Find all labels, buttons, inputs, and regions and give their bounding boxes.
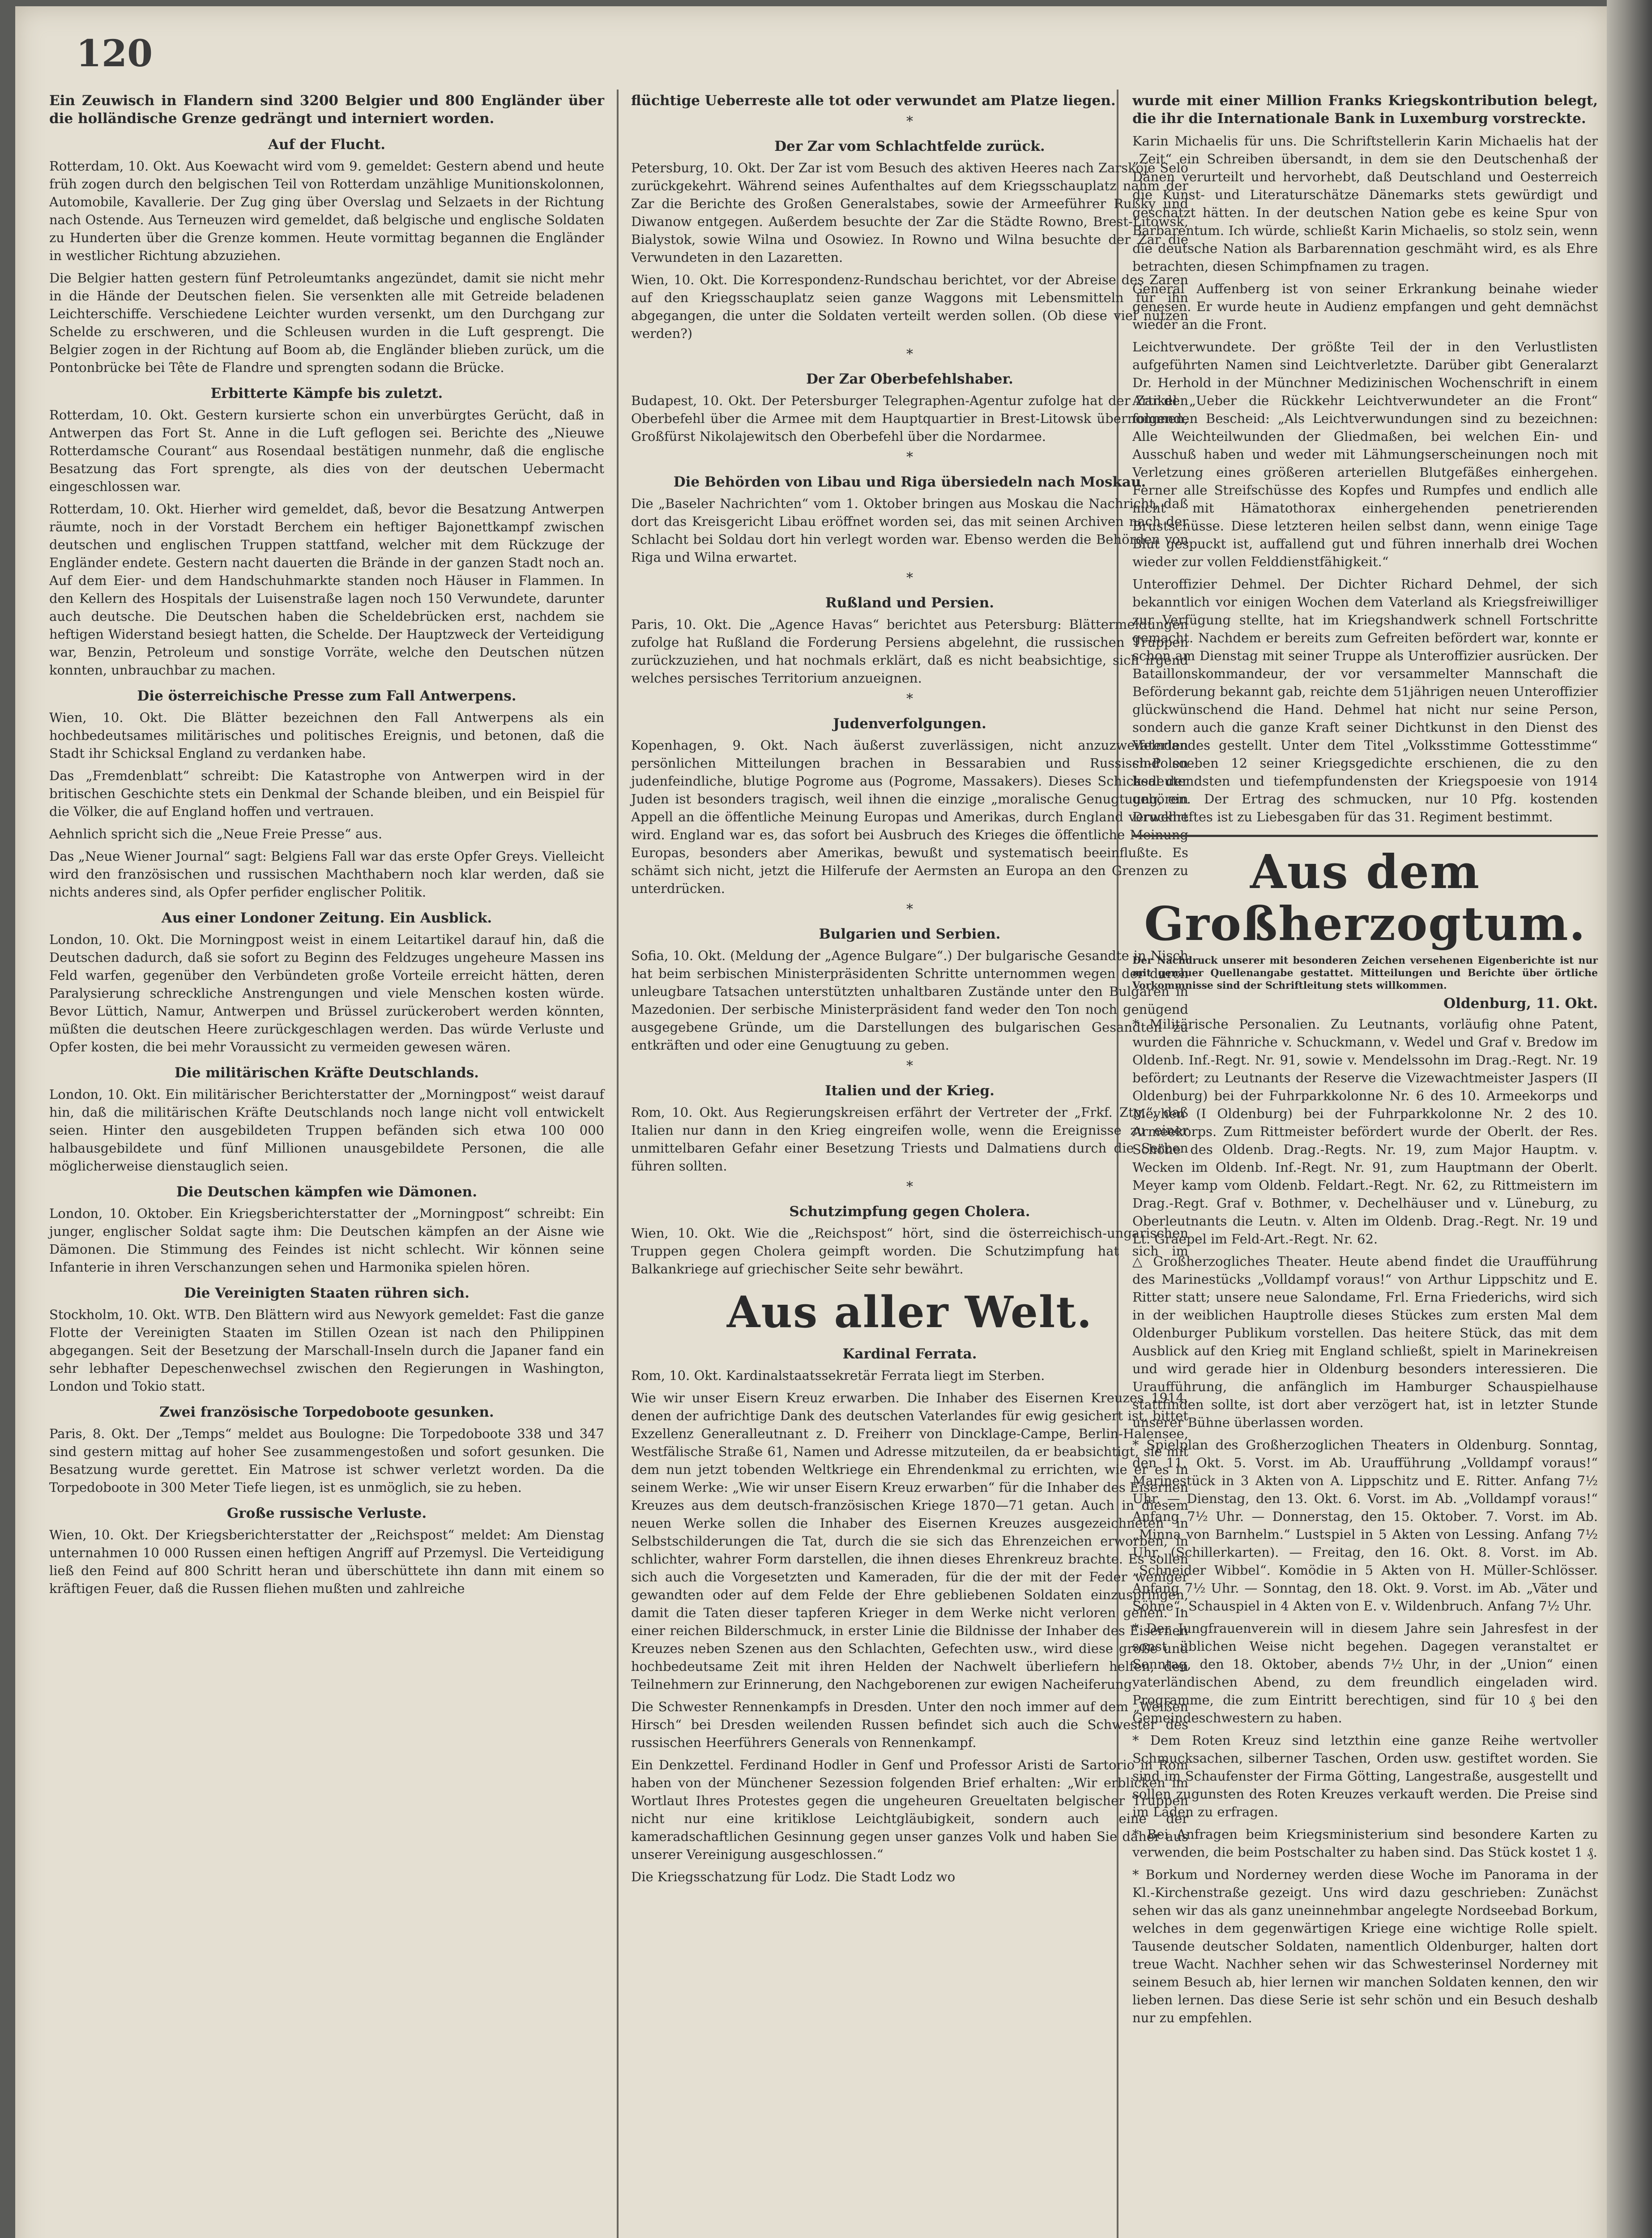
article-heading: Kardinal Ferrata. (842, 1346, 977, 1362)
article-intro: Ein Zeuwisch in Flandern sind 3200 Belgier und 800 Engländer über die holländische Grenze gedrängt und interniert worden. (49, 93, 604, 127)
article-heading: Rußland und Persien. (825, 595, 995, 611)
reprint-notice: Der Nachdruck unserer mit besonderen Zeichen versehenen Eigenberichte ist nur mit genauer Quellenangabe gestattet. Mitteilungen und Berichte über örtliche Vorkommnisse sind der Schriftleitung stets willkommen. (1132, 955, 1598, 991)
article-heading: Die Vereinigten Staaten rühren sich. (184, 1285, 470, 1301)
article-paragraph: Paris, 8. Okt. Der „Temps“ meldet aus Boulogne: Die Torpedoboote 338 und 347 sind gestern mittag auf hoher See zusammengestoßen und sofort gesunken. Die Besatzung wurde gerettet. Ein Matrose ist schwer verletzt worden. Da die Torpedoboote in 300 Meter Tiefe liegen, ist es unmöglich, sie zu heben. (49, 1426, 604, 1495)
article-paragraph: Rom, 10. Okt. Kardinalstaatssekretär Ferrata liegt im Sterben. (631, 1368, 1045, 1383)
article-paragraph: London, 10. Okt. Die Morningpost weist in einem Leitartikel darauf hin, daß die Deutschen dadurch, daß sie sofort zu Beginn des Feldzuges ungeheure Massen ins Feld warfen, gegenüber den Verbündeten große Vorteile erreicht hätten, deren Paralysierung schreckliche Anstrengungen und viele Menschen kosten würde. Bevor Lüttich, Namur, Antwerpen und Brüssel zurückerobert werden könnten, müßten die deutschen Heere zurückgeschlagen werden. Das würde Verluste und Opfer kosten, die bei mehr Voraussicht zu vermeiden gewesen wären. (49, 932, 604, 1055)
article-paragraph: * Militärische Personalien. Zu Leutnants, vorläufig ohne Patent, wurden die Fähnriche v. Schuckmann, v. Wedel und Graf v. Bredow im Oldenb. Inf.-Regt. Nr. 91, sowie v. Mendelssohn im Drag.-Regt. Nr. 19 befördert; zu Leutnants der Reserve die Vizewachtmeister Jaspers (II Oldenburg) bei der Fuhrparkkolonne Nr. 6 des 10. Armeekorps und Meyhen (I Oldenburg) bei der Fuhrparkkolonne Nr. 2 des 10. Armeekorps. Zum Rittmeister befördert wurde der Oberlt. der Res. Schöne des Oldenb. Drag.-Regts. Nr. 19, zum Major Hauptm. v. Wecken im Oldenb. Inf.-Regt. Nr. 91, zum Hauptmann der Oberlt. Meyer kamp vom Oldenb. Feldart.-Regt. Nr. 62, zu Rittmeistern im Drag.-Regt. Graf v. Bothmer, v. Dechelhäuser und v. Lüneburg, zu Oberleutnants die Leutn. v. Alten im Oldenb. Drag.-Regt. Nr. 19 und Lt. Graepel im Feld-Art.-Regt. Nr. 62. (1132, 1016, 1598, 1247)
section-title: Aus dem Großherzogtum. (1144, 844, 1586, 951)
article-paragraph: △ Großherzogliches Theater. Heute abend findet die Uraufführung des Marinestücks „Volldampf voraus!“ von Arthur Lippschitz und E. Ritter statt; unsere neue Salondame, Frl. Erna Friederichs, wird sich in der weiblichen Hauptrolle dieses Stückes zum ersten Mal dem Oldenburger Publikum vorstellen. Das heitere Stück, das mit dem Ausblick auf den Krieg mit England schließt, spielt in Marinekreisen und wird gerade hier in Oldenburg besonders interessieren. Die Uraufführung, die anfänglich im Hamburger Schauspielhause stattfinden sollte, ist dort aber verzögert hat, ist in letzter Stunde unserer Bühne überlassen worden. (1132, 1254, 1598, 1430)
column-2 (631, 92, 1188, 1890)
separator-star: * (906, 449, 913, 465)
article-heading: Große russische Verluste. (226, 1505, 427, 1521)
article-paragraph: Karin Michaelis für uns. Die Schriftstellerin Karin Michaelis hat der „Zeit“ ein Schreiben übersandt, in dem sie den Deutschenhaß der Dänen verurteilt und hervorhebt, daß Deutschland und Oesterreich die Kunst- und Literaturschätze Dänemarks stets gewürdigt und geschätzt hätten. In der deutschen Nation gebe es keine Spur von Barbarentum. Ich würde, schließt Karin Michaelis, so stolz sein, wenn die deutsche Nation als Barbarennation geschmäht wird, es als Ehre betrachten, diesen Schimpfnamen zu tragen. (1132, 133, 1598, 274)
article-paragraph: Petersburg, 10. Okt. Der Zar ist vom Besuch des aktiven Heeres nach Zarskoje Selo zurückgekehrt. Während seines Aufenthaltes auf dem Kriegsschauplatz nahm der Zar die Berichte des Großen Generalstabes, sowie der Armeeführer Rußky und Diwanow entgegen. Außerdem besuchte der Zar die Städte Rowno, Brest-Litowsk, Bialystok, sowie Wilna und Osowiez. In Rowno und Wilna besuchte der Zar die Verwundeten in den Lazaretten. (631, 160, 1188, 265)
column-3 (1132, 92, 1598, 2031)
article-paragraph: Wie wir unser Eisern Kreuz erwarben. Die Inhaber des Eisernen Kreuzes 1914, denen der aufrichtige Dank des deutschen Vaterlandes für ewig gesichert ist, bittet Exzellenz Generalleutnant z. D. Freiherr von Dincklage-Campe, Berlin-Halensee, Westfälische Straße 61, Namen und Adresse mitzuteilen, da er beabsichtigt, sie mit dem nun jetzt tobenden Weltkriege ein Ehrendenkmal zu errichten, wie er es in seinem Werke: „Wie wir unser Eisern Kreuz erwarben“ für die Inhaber des Eisernen Kreuzes aus dem deutsch-französischen Kriege 1870—71 getan. Auch in diesem neuen Werke sollen die Inhaber des Eisernen Kreuzes ausgezeichneten in Selbstschilderungen die Tat, durch die sie sich das Ehrenzeichen erworben, in schlichter, wahrer Form darstellen, die ihnen dieses Ehrenkreuz brachte. Es sollen sich auch die Vorgesetzten und Kameraden, für die der mit der Feder weniger gewandten oder auf dem Felde der Ehre gebliebenen Soldaten einzuspringen, damit die Taten dieser tapferen Krieger in dem Werke nicht verloren gehen. In einer reichen Bilderschmuck, in erster Linie die Bildnisse der Inhaber des Eisernen Kreuzes neben Szenen aus den Schlachten, Gefechten usw., wird diese große und hochbedeutsame Zeit mit ihren Helden der Nachwelt überliefern helfen, den Teilnehmern zur Erinnerung, den Nachgeborenen zur ewigen Nacheiferung. (631, 1390, 1188, 1692)
article-heading: Der Zar vom Schlachtfelde zurück. (774, 138, 1045, 154)
article-paragraph: Wien, 10. Okt. Die Korrespondenz-Rundschau berichtet, vor der Abreise des Zaren auf den Kriegsschauplatz seien ganze Waggons mit Lebensmitteln für ihn abgegangen, die unter die Soldaten verteilt werden sollen. (Ob diese viel nützen werden?) (631, 272, 1188, 341)
article-paragraph: London, 10. Oktober. Ein Kriegsberichterstatter der „Morningpost“ schreibt: Ein junger, englischer Soldat sagte ihm: Die Deutschen kämpfen an der Aisne wie Dämonen. Die Stimmung des Feindes ist nicht schlecht. Wir können seine Infanterie in ihren Verschanzungen sehen und Harmonika spielen hören. (49, 1206, 604, 1275)
binding-edge (1607, 0, 1652, 2238)
article-heading: Aus einer Londoner Zeitung. Ein Ausblick. (161, 910, 492, 926)
article-heading: Judenverfolgungen. (833, 716, 986, 732)
article-paragraph: Budapest, 10. Okt. Der Petersburger Telegraphen-Agentur zufolge hat der Zar den Oberbefehl über die Armee mit dem Hauptquartier in Brest-Litowsk übernommen, Großfürst Nikolajewitsch den Oberbefehl über die Nordarmee. (631, 393, 1188, 444)
article-paragraph: Paris, 10. Okt. Die „Agence Havas“ berichtet aus Petersburg: Blättermeldungen zufolge hat Rußland die Forderung Persiens abgelehnt, die russischen Truppen zurückzuziehen, und hat nochmals erklärt, daß es nicht beabsichtige, sich irgend welches persisches Territorium anzueignen. (631, 617, 1188, 686)
article-paragraph: Rotterdam, 10. Okt. Hierher wird gemeldet, daß, bevor die Besatzung Antwerpen räumte, noch in der Vorstadt Berchem ein heftiger Bajonettkampf zwischen deutschen und englischen Truppen stattfand, welcher mit dem Rückzuge der Engländer endete. Gestern nacht dauerten die Brände in der ganzen Stadt noch an. Auf dem Eier- und dem Handschuhmarkte standen noch Häuser in Flammen. In den Kellern des Hospitals der Luisenstraße lagen noch 150 Verwundete, darunter auch deutsche. Die Deutschen haben die Scheldebrücken erst, nachdem sie heftigen Widerstand besiegt hatten, die Schelde. Der Hauptzweck der Verteidigung war, Benzin, Petroleum und sonstige Vorräte, welche den Deutschen nützen konnten, unbrauchbar zu machen. (49, 501, 604, 678)
article-paragraph: * Dem Roten Kreuz sind letzthin eine ganze Reihe wertvoller Schmucksachen, silberner Taschen, Orden usw. gestiftet worden. Sie sind im Schaufenster der Firma Götting, Langestraße, ausgestellt und sollen zugunsten des Roten Kreuzes verkauft werden. Die Preise sind im Laden zu erfragen. (1132, 1733, 1598, 1819)
article-paragraph: Kopenhagen, 9. Okt. Nach äußerst zuverlässigen, nicht anzuzweifelnden persönlichen Mitteilungen brachen in Bessarabien und Russisch-Polen judenfeindliche, blutige Pogrome aus (Pogrome, Massakers). Dieses Schicksal der Juden ist besonders tragisch, weil ihnen die einzige „moralische Genugtuung, ein Appell an die öffentliche Meinung Europas und Amerikas, durch England verwehrt wird. England war es, das sofort bei Ausbruch des Krieges die öffentliche Meinung Europas, besonders aber Amerikas, bewußt und systematisch beeinflußte. Es schämt sich nicht, jetzt die Hilferufe der Aermsten an Europa an den Grenzen zu unterdrücken. (631, 738, 1188, 896)
article-heading: Die Behörden von Libau und Riga übersiedeln nach Moskau. (673, 474, 1146, 490)
article-paragraph: Sofia, 10. Okt. (Meldung der „Agence Bulgare“.) Der bulgarische Gesandte in Nisch hat beim serbischen Ministerpräsidenten Schritte unternommen wegen der durch unleugbare Tatsachen unterstützten unhaltbaren Zustände unter den Bulgaren in Mazedonien. Der serbische Ministerpräsident fand weder den Ton noch genügend ausgegebene Gründe, um die Darstellungen des bulgarischen Gesandten zu entkräften und oder eine Genugtuung zu geben. (631, 948, 1188, 1053)
article-paragraph: * Spielplan des Großherzoglichen Theaters in Oldenburg. Sonntag, den 11. Okt. 5. Vorst. im Ab. Uraufführung „Volldampf voraus!“ Marinestück in 3 Akten von A. Lippschitz und E. Ritter. Anfang 7½ Uhr. — Dienstag, den 13. Okt. 6. Vorst. im Ab. „Volldampf voraus!“ Anfang 7½ Uhr. — Donnerstag, den 15. Oktober. 7. Vorst. im Ab. „Minna von Barnhelm.“ Lustspiel in 5 Akten von Lessing. Anfang 7½ Uhr. (Schillerkarten). — Freitag, den 16. Okt. 8. Vorst. im Ab. „Schneider Wibbel“. Komödie in 5 Akten von H. Müller-Schlösser. Anfang 7½ Uhr. — Sonntag, den 18. Okt. 9. Vorst. im Ab. „Väter und Söhne“. Schauspiel in 4 Akten von E. v. Wildenbruch. Anfang 7½ Uhr. (1132, 1437, 1598, 1614)
article-heading: Die Deutschen kämpfen wie Dämonen. (176, 1184, 477, 1200)
separator-star: * (906, 114, 913, 129)
article-paragraph: * Der Jungfrauenverein will in diesem Jahre sein Jahresfest in der sonst üblichen Weise nicht begehen. Dagegen veranstaltet er Sonntag, den 18. Oktober, abends 7½ Uhr, in der „Union“ einen vaterländischen Abend, zu dem freundlich eingeladen wird. Programme, die zum Eintritt berechtigen, sind für 10 ₰ bei den Gemeindeschwestern zu haben. (1132, 1621, 1598, 1725)
article-heading: Schutzimpfung gegen Cholera. (789, 1204, 1030, 1220)
article-paragraph: Wien, 10. Okt. Wie die „Reichspost“ hört, sind die österreichisch-ungarischen Truppen gegen Cholera geimpft worden. Die Schutzimpfung hat sich im Balkankriege auf griechischer Seite sehr bewährt. (631, 1226, 1188, 1277)
section-rule (1132, 835, 1598, 837)
article-heading: Zwei französische Torpedoboote gesunken. (159, 1404, 494, 1420)
article-paragraph: Ein Denkzettel. Ferdinand Hodler in Genf und Professor Aristi de Sartorio in Rom haben von der Münchener Sezession folgenden Brief erhalten: „Wir erblicken im Wortlaut Ihres Protestes gegen die ungeheuren Greueltaten belgischer Truppen nicht nur eine kritiklose Leichtgläubigkeit, sondern auch eine der kameradschaftlichen Gesinnung gegen unser ganzes Volk und haben Sie daher aus unserer Vereinigung ausgeschlossen.“ (631, 1757, 1188, 1862)
separator-star: * (906, 901, 913, 917)
article-paragraph: Das „Neue Wiener Journal“ sagt: Belgiens Fall war das erste Opfer Greys. Vielleicht wird den französischen und russischen Machthabern noch klar werden, daß sie nichts anderes sind, als Opfer perfider englischer Politik. (49, 849, 604, 900)
separator-star: * (906, 570, 913, 586)
article-paragraph: General Auffenberg ist von seiner Erkrankung beinahe wieder genesen. Er wurde heute in Audienz empfangen und geht demnächst wieder an die Front. (1132, 281, 1598, 332)
article-paragraph: Das „Fremdenblatt“ schreibt: Die Katastrophe von Antwerpen wird in der britischen Geschichte stets ein Denkmal der Schande bleiben, und ein Beispiel für die Völker, die auf England hoffen und vertrauen. (49, 768, 604, 819)
article-paragraph: Wien, 10. Okt. Der Kriegsberichterstatter der „Reichspost“ meldet: Am Dienstag unternahmen 10 000 Russen einen heftigen Angriff auf Przemysl. Die Verteidigung ließ den Feind auf 800 Schritt heran und überschüttete ihn dann mit einem so kräftigen Feuer, daß die Russen fliehen mußten und zahlreiche (49, 1527, 604, 1596)
article-paragraph: Die Belgier hatten gestern fünf Petroleumtanks angezündet, damit sie nicht mehr in die Hände der Deutschen fielen. Sie versenkten alle mit Getreide beladenen Leichterschiffe. Verschiedene Leichter wurden versenkt, um den Durchgang zur Schelde zu erschweren, und die Schleusen wurden in die Luft gesprengt. Die Belgier zogen in der Richtung auf Boom ab, die Engländer blieben zurück, um die Pontonbrücke bei Tête de Flandre und sprengten sodann die Brücke. (49, 270, 604, 375)
article-paragraph: * Bei Anfragen beim Kriegsministerium sind besondere Karten zu verwenden, die beim Postschalter zu haben sind. Das Stück kostet 1 ₰. (1132, 1827, 1598, 1860)
article-paragraph: Unteroffizier Dehmel. Der Dichter Richard Dehmel, der sich bekanntlich vor einigen Wochen dem Vaterland als Kriegsfreiwilliger zur Verfügung stellte, hat im Kriegshandwerk schnell Fortschritte gemacht. Nachdem er bereits zum Gefreiten befördert war, konnte er schon am Dienstag mit seiner Truppe als Unteroffizier ausrücken. Der Bataillonskommandeur, der vor versammelter Mannschaft die Beförderung bekannt gab, reichte dem 51jährigen neuen Unteroffizier glückwünschend die Hand. Dehmel hat nicht nur seine Person, sondern auch die ganze Kraft seiner Dichtkunst in den Dienst des Vaterlandes gestellt. Unter dem Titel „Volksstimme Gottesstimme“ sind soeben 12 seiner Kriegsgedichte erschienen, die zu den bedeutendsten und tiefempfundensten der Kriegspoesie von 1914 gehören. Der Ertrag des schmucken, nur 10 Pfg. kostenden Druckheftes ist zu Liebesgaben für das 31. Regiment bestimmt. (1132, 577, 1598, 824)
article-heading: Der Zar Oberbefehlshaber. (806, 371, 1013, 387)
article-paragraph: Rom, 10. Okt. Aus Regierungskreisen erfährt der Vertreter der „Frkf. Ztg.“, daß Italien nur dann in den Krieg eingreifen wolle, wenn die Ereignisse zu einer unmittelbaren Gefahr einer Besetzung Triests und Dalmatiens durch die Serben führen sollten. (631, 1105, 1188, 1174)
article-paragraph: Stockholm, 10. Okt. WTB. Den Blättern wird aus Newyork gemeldet: Fast die ganze Flotte der Vereinigten Staaten im Stillen Ozean ist nach den Philippinen abgegangen. Seit der Besetzung der Marschall-Inseln durch die Japaner fand ein sehr lebhafter Depeschenwechsel zwischen den Regierungen in Washington, London und Tokio statt. (49, 1307, 604, 1394)
separator-star: * (906, 691, 913, 707)
article-paragraph: Wien, 10. Okt. Die Blätter bezeichnen den Fall Antwerpens als ein hochbedeutsames militärisches und politisches Ereignis, und betonen, daß die Stadt ihr Schicksal England zu verdanken habe. (49, 710, 604, 761)
article-heading: Italien und der Krieg. (825, 1083, 995, 1099)
article-heading: Die österreichische Presse zum Fall Antwerpens. (137, 688, 517, 704)
article-heading: Auf der Flucht. (268, 137, 386, 153)
page-number: 120 (76, 32, 153, 75)
separator-star: * (906, 1058, 913, 1074)
separator-star: * (906, 346, 913, 362)
article-paragraph: Rotterdam, 10. Okt. Aus Koewacht wird vom 9. gemeldet: Gestern abend und heute früh zogen durch den belgischen Teil von Rotterdam unzählige Munitionskolonnen, Automobile, Kavallerie. Der Zug ging über Overslag und Selzaets in der Richtung nach Ostende. Aus Terneuzen wird gemeldet, daß belgische und englische Soldaten zu Hunderten über die Grenze kommen. Heute vormittag begannen die Engländer in westlicher Richtung abzuziehen. (49, 158, 604, 263)
column-1 (49, 92, 604, 1602)
article-paragraph: Rotterdam, 10. Okt. Gestern kursierte schon ein unverbürgtes Gerücht, daß in Antwerpen das Fort St. Anne in die Luft geflogen sei. Berichte des „Nieuwe Rotterdamsche Courant“ aus Rosendaal bestätigen nunmehr, daß die englische Besatzung das Fort sprengte, als dies von der deutschen Uebermacht eingeschlossen war. (49, 407, 604, 494)
section-title: Aus aller Welt. (726, 1287, 1093, 1337)
article-heading: Die militärischen Kräfte Deutschlands. (175, 1065, 479, 1081)
article-heading: Bulgarien und Serbien. (819, 926, 1001, 942)
article-intro: flüchtige Ueberreste alle tot oder verwundet am Platze liegen. (631, 93, 1116, 109)
article-paragraph: Aehnlich spricht sich die „Neue Freie Presse“ aus. (49, 826, 383, 841)
article-paragraph: Leichtverwundete. Der größte Teil der in den Verlustlisten aufgeführten Namen sind Leichtverletzte. Darüber gibt Generalarzt Dr. Herhold in der Münchner Medizinischen Wochenschrift in einem Artikel „Ueber die Rückkehr Leichtverwundeter an die Front“ folgenden Bescheid: „Als Leichtverwundungen sind zu bezeichnen: Alle Weichteilwunden der Gliedmaßen, bei welchen Ein- und Ausschuß haben und weder mit Lähmungserscheinungen noch mit Verletzung eines größeren arteriellen Blutgefäßes einhergehen. Ferner alle Streifschüsse des Kopfes und Rumpfes und endlich alle nicht mit Hämatothorax einhergehenden penetrierenden Brustschüsse. Diese letzteren heilen selbst dann, wenn einige Tage Blut gespuckt ist, auffallend gut und führen innerhalb drei Wochen wieder zur vollen Felddienstfähigkeit.“ (1132, 339, 1598, 569)
column-divider (617, 90, 619, 2238)
article-intro: wurde mit einer Million Franks Kriegskontribution belegt, die ihr die Internationale Bank in Luxemburg vorstreckte. (1132, 93, 1598, 127)
article-paragraph: * Borkum und Norderney werden diese Woche im Panorama in der Kl.-Kirchenstraße gezeigt. Uns wird dazu geschrieben: Zunächst sehen wir das als ganz uneinnehmbar angelegte Nordseebad Borkum, welches in dem gegenwärtigen Kriege eine wichtige Rolle spielt. Tausende deutscher Soldaten, namentlich Oldenburger, halten dort treue Wacht. Nachher sehen wir das Schwesterinsel Norderney mit seinem Besuch ab, hier lernen wir manchen Soldaten kennen, den wir lieben lernen. Das diese Serie ist sehr schön und ein Besuch deshalb nur zu empfehlen. (1132, 1867, 1598, 2025)
dateline: Oldenburg, 11. Okt. (1443, 995, 1598, 1012)
article-paragraph: Die Kriegsschatzung für Lodz. Die Stadt Lodz wo (631, 1869, 956, 1884)
article-heading: Erbitterte Kämpfe bis zuletzt. (210, 385, 443, 401)
article-paragraph: London, 10. Okt. Ein militärischer Berichterstatter der „Morningpost“ weist darauf hin, daß die militärischen Kräfte Deutschlands noch lange nicht voll entwickelt seien. Hinter den ausgebildeten Truppen befänden sich etwa 100 000 halbausgebildete und fünf Millionen unausgebildete Personen, die alle möglicherweise dienstauglich seien. (49, 1087, 604, 1174)
article-paragraph: Die „Baseler Nachrichten“ vom 1. Oktober bringen aus Moskau die Nachricht, daß dort das Kreisgericht Libau eröffnet worden sei, das mit seinen Archiven nach der Schlacht bei Soldau dort hin verlegt worden war. Ebenso werden die Behörden von Riga und Wilna erwartet. (631, 496, 1188, 565)
article-paragraph: Die Schwester Rennenkampfs in Dresden. Unter den noch immer auf dem „Weißen Hirsch“ bei Dresden weilenden Russen befindet sich auch die Schwester des russischen Heerführers Generals von Rennenkampf. (631, 1699, 1188, 1750)
separator-star: * (906, 1179, 913, 1195)
